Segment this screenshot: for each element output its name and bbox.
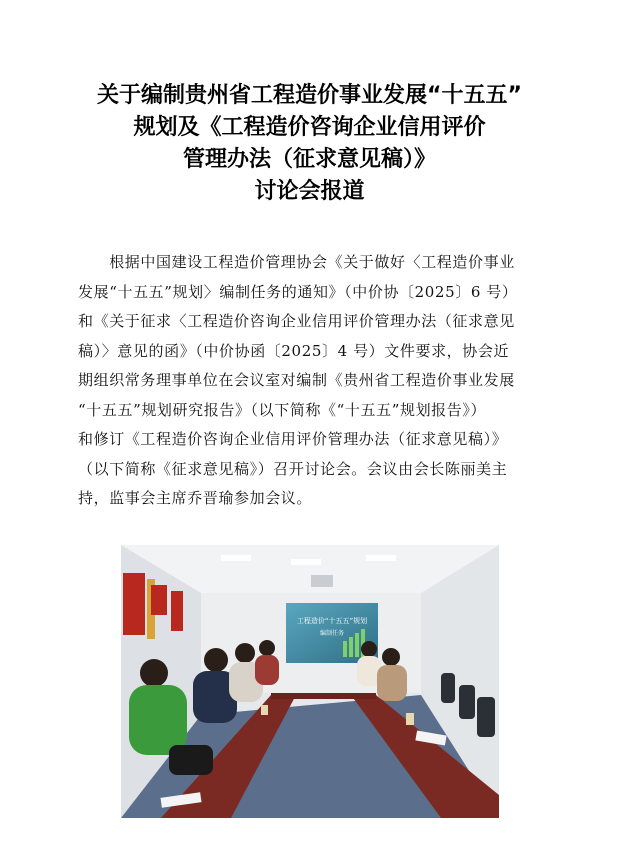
meeting-room-illustration	[121, 545, 499, 818]
chair	[477, 697, 495, 737]
article-body	[78, 248, 554, 514]
title-line-4: 讨论会报道	[254, 179, 365, 204]
attendee	[382, 648, 400, 666]
body-line: 和《关于征求〈工程造价咨询企业信用评价管理办法（征求意见	[78, 312, 515, 330]
honor-banner	[171, 591, 183, 631]
attendee	[361, 641, 377, 657]
title-line-1: 关于编制贵州省工程造价事业发展“十五五”	[97, 83, 522, 108]
body-line: 持，监事会主席乔晋瑜参加会议。	[78, 489, 313, 507]
body-line: 和修订《工程造价咨询企业信用评价管理办法（征求意见稿）》	[78, 430, 508, 448]
attendee	[140, 659, 168, 687]
body-line: 发展“十五五”规划〉编制任务的通知》（中价协〔2025〕6 号）	[78, 282, 518, 301]
attendee-body	[129, 685, 187, 755]
body-line: “十五五”规划研究报告》（以下简称《“十五五”规划报告》）	[78, 400, 487, 419]
body-line: 稿）〉意见的函》（中价协函〔2025〕4 号）文件要求，协会近	[78, 341, 510, 360]
attendee-body	[255, 655, 279, 685]
screen-title: 工程造价“十五五”规划	[296, 617, 368, 625]
end-table	[271, 693, 376, 699]
title-line-2: 规划及《工程造价咨询企业信用评价	[133, 115, 486, 140]
article-title	[0, 80, 619, 208]
honor-banner	[151, 585, 167, 615]
body-line: 期组织常务理事单位在会议室对编制《贵州省工程造价事业发展	[78, 371, 515, 389]
body-line: （以下简称《征求意见稿》）召开讨论会。会议由会长陈丽美主	[78, 459, 508, 478]
attendee-body	[377, 665, 407, 701]
chair	[459, 685, 475, 719]
title-line-3: 管理办法（征求意见稿）》	[182, 147, 436, 172]
meeting-photo	[121, 545, 499, 818]
body-line: 根据中国建设工程造价管理协会《关于做好〈工程造价事业	[78, 253, 515, 271]
handbag	[169, 745, 213, 775]
ceiling-light	[291, 559, 321, 565]
ceiling-light	[366, 555, 396, 561]
attendee	[204, 648, 228, 672]
ceiling-light	[221, 555, 251, 561]
chair	[441, 673, 455, 703]
screen-subtitle: 编制任务	[319, 630, 345, 637]
projector	[311, 575, 333, 587]
honor-banner	[123, 573, 145, 635]
attendee	[259, 640, 275, 656]
attendee	[235, 643, 255, 663]
